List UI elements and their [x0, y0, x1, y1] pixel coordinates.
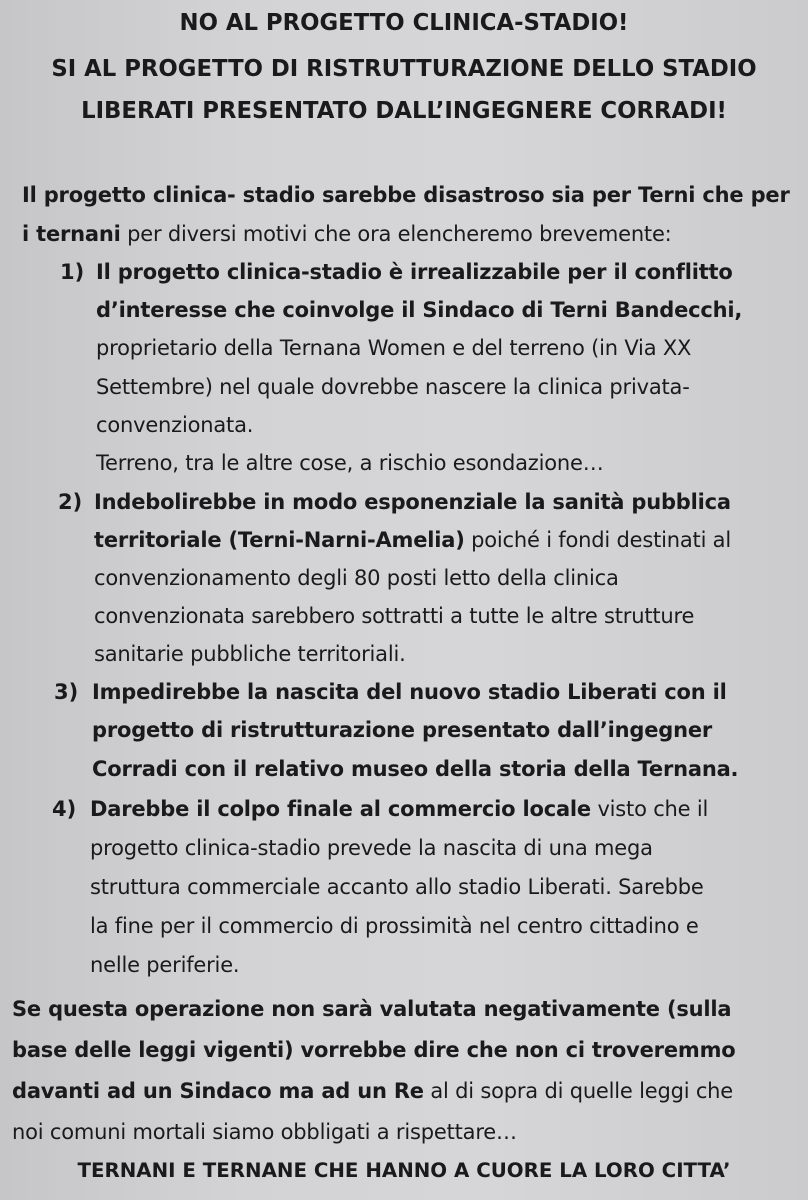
item-3-line-1: Impedirebbe la nascita del nuovo stadio Liberati con il: [92, 680, 727, 704]
item-4-bold: Darebbe il colpo finale al commercio locale: [90, 797, 591, 821]
item-4-line-3: struttura commerciale accanto allo stadio Liberati. Sarebbe: [90, 875, 704, 899]
intro-rest: per diversi motivi che ora elencheremo brevemente:: [120, 222, 672, 246]
item-2-line-5: sanitarie pubbliche territoriali.: [94, 642, 406, 666]
item-3-number: 3): [54, 680, 79, 704]
item-4-line-5: nelle periferie.: [90, 953, 240, 977]
conclusion-rest: al di sopra di quelle leggi che: [423, 1079, 734, 1103]
item-4-rest: visto che il: [590, 797, 709, 821]
item-2-line-1: Indebolirebbe in modo esponenziale la sanità pubblica: [94, 490, 731, 514]
conclusion-line-3: [12, 1079, 733, 1103]
signature: TERNANI E TERNANE CHE HANNO A CUORE LA LORO CITTA’: [77, 1159, 731, 1182]
item-2-line-2: [94, 528, 731, 552]
headline-2: SI AL PROGETTO DI RISTRUTTURAZIONE DELLO STADIO: [51, 56, 757, 82]
intro-bold: i ternani: [22, 222, 121, 246]
item-2-number: 2): [58, 490, 83, 514]
item-4-line-1: [90, 797, 708, 821]
conclusion-line-4: noi comuni mortali siamo obbligati a rispettare…: [12, 1120, 517, 1144]
item-1-line-1: Il progetto clinica-stadio è irrealizzabile per il conflitto: [96, 260, 733, 284]
item-2-line-4: convenzionata sarebbero sottratti a tutte le altre strutture: [94, 604, 695, 628]
item-3-line-3: Corradi con il relativo museo della storia della Ternana.: [92, 757, 739, 781]
item-4-line-2: progetto clinica-stadio prevede la nascita di una mega: [90, 836, 653, 860]
item-1-line-6: Terreno, tra le altre cose, a rischio esondazione…: [96, 451, 604, 475]
item-2-rest: poiché i fondi destinati al: [464, 528, 731, 552]
item-1-number: 1): [60, 260, 85, 284]
headline-1: NO AL PROGETTO CLINICA-STADIO!: [179, 10, 629, 36]
item-4-number: 4): [52, 797, 77, 821]
item-1-line-4: Settembre) nel quale dovrebbe nascere la clinica privata-: [96, 375, 690, 399]
intro-line-2: [22, 222, 672, 246]
item-4-line-4: la fine per il commercio di prossimità nel centro cittadino e: [90, 914, 699, 938]
conclusion-line-1: Se questa operazione non sarà valutata negativamente (sulla: [12, 997, 732, 1021]
conclusion-line-2: base delle leggi vigenti) vorrebbe dire che non ci troveremmo: [12, 1038, 736, 1062]
headline-3: LIBERATI PRESENTATO DALL’INGEGNERE CORRADI!: [81, 98, 727, 124]
item-1-line-3: proprietario della Ternana Women e del terreno (in Via XX: [96, 336, 692, 360]
item-3-line-2: progetto di ristrutturazione presentato dall’ingegner: [92, 718, 713, 742]
intro-line-1: Il progetto clinica- stadio sarebbe disastroso sia per Terni che per: [22, 183, 790, 207]
item-2-line-3: convenzionamento degli 80 posti letto della clinica: [94, 566, 619, 590]
conclusion-bold: davanti ad un Sindaco ma ad un Re: [12, 1079, 424, 1103]
item-1-line-5: convenzionata.: [96, 413, 254, 437]
item-2-bold: territoriale (Terni-Narni-Amelia): [94, 528, 465, 552]
item-1-line-2: d’interesse che coinvolge il Sindaco di Terni Bandecchi,: [96, 298, 743, 322]
